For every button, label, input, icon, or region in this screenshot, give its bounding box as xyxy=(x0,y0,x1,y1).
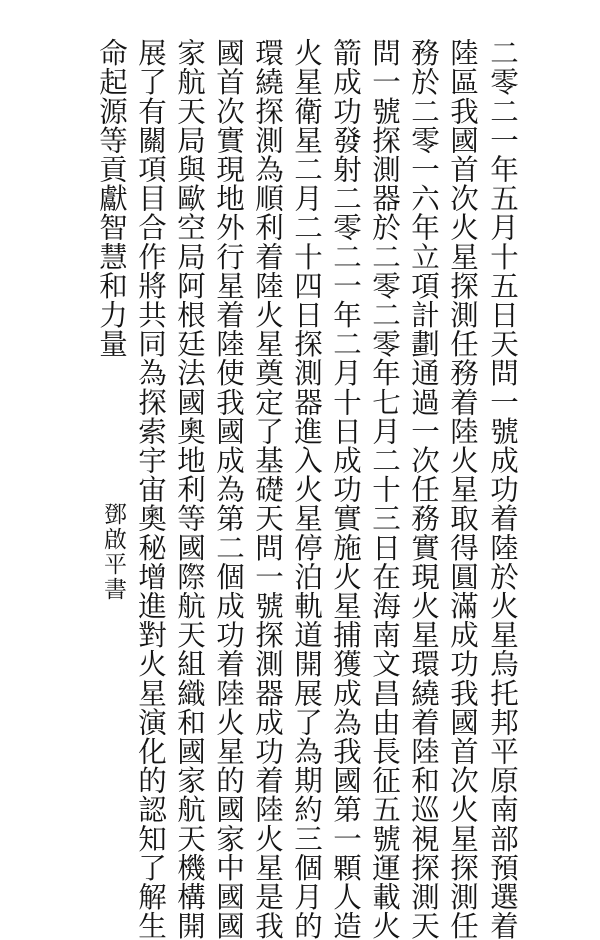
text-column-1: 二零二一年五月十五日天問一號成功着陸於火星烏托邦平原南部預選着 xyxy=(486,38,519,940)
text-column-10: 展了有關項目合作將共同為探索宇宙奧秘增進對火星演化的認知了解生 xyxy=(134,38,167,940)
signature: 鄧啟平書 xyxy=(100,502,126,602)
text-column-3: 務於二零一六年立項計劃通過一次任務實現火星環繞着陸和巡視探測天 xyxy=(407,38,440,940)
text-column-2: 陸區我國首次火星探測任務着陸火星取得圓滿成功我國首次火星探測任 xyxy=(446,38,479,940)
text-column-5: 箭成功發射二零二一年二月十日成功實施火星捕獲成為我國第一顆人造 xyxy=(329,38,362,940)
text-column-9: 家航天局與歐空局阿根廷法國奧地利等國際航天組織和國家航天機構開 xyxy=(173,38,206,940)
text-column-4: 問一號探測器於二零二零年七月二十三日在海南文昌由長征五號運載火 xyxy=(368,38,401,940)
text-column-8: 國首次實現地外行星着陸使我國成為第二個成功着陸火星的國家中國國 xyxy=(212,38,245,940)
text-column-11: 命起源等貢獻智慧和力量 xyxy=(95,38,128,359)
text-column-6: 火星衛星二月二十四日探測器進入火星停泊軌道開展了為期約三個月的 xyxy=(290,38,323,940)
text-column-7: 環繞探測為順利着陸火星奠定了基礎天問一號探測器成功着陸火星是我 xyxy=(251,38,284,940)
